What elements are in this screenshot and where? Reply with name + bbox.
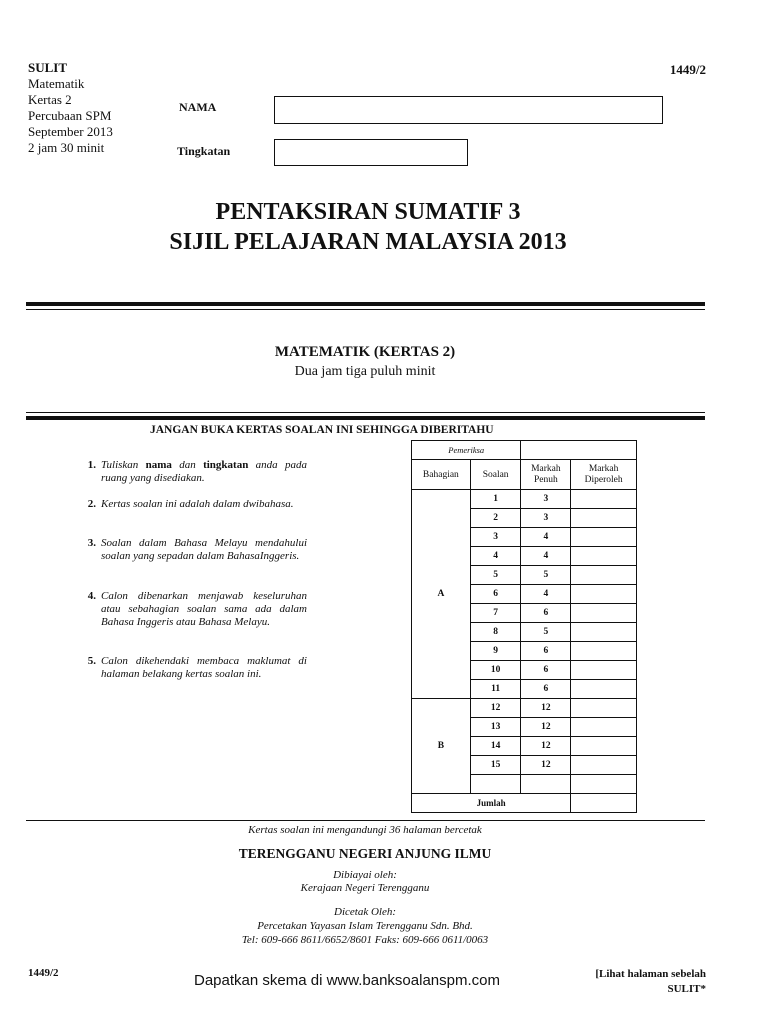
section-b-label: B — [412, 699, 471, 794]
warning-text: JANGAN BUKA KERTAS SOALAN INI SEHINGGA DIBERITAHU — [150, 424, 494, 436]
question-number: 11 — [470, 680, 521, 699]
marks-obtained-cell[interactable] — [571, 490, 637, 509]
marks-obtained-cell[interactable] — [571, 775, 637, 794]
full-marks: 12 — [521, 737, 571, 756]
divider-mid-thin — [26, 412, 705, 413]
marks-obtained-cell[interactable] — [571, 661, 637, 680]
footer-classification: SULIT* — [667, 983, 706, 995]
instruction-number: 3. — [87, 537, 96, 549]
next-page-note: [Lihat halaman sebelah — [595, 968, 706, 980]
divider-top-thin — [26, 309, 705, 310]
subject-duration: Dua jam tiga puluh minit — [294, 364, 436, 379]
date-label: September 2013 — [28, 124, 113, 139]
marks-obtained-cell[interactable] — [571, 585, 637, 604]
title-line-2: SIJIL PELAJARAN MALAYSIA 2013 — [169, 229, 567, 255]
marks-obtained-cell[interactable] — [571, 604, 637, 623]
col-header-section: Bahagian — [412, 460, 471, 490]
instruction-number: 5. — [87, 655, 96, 667]
state-motto: TERENGGANU NEGERI ANJUNG ILMU — [238, 846, 492, 861]
full-marks: 5 — [521, 623, 571, 642]
full-marks: 12 — [521, 699, 571, 718]
examiner-cell — [521, 441, 637, 460]
promo-link[interactable]: Dapatkan skema di www.banksoalanspm.com — [194, 972, 500, 989]
instruction-item: Soalan dalam Bahasa Melayu mendahului soalan yang sepadan dalam BahasaInggeris. — [101, 537, 307, 562]
marks-obtained-cell[interactable] — [571, 642, 637, 661]
full-marks: 4 — [521, 528, 571, 547]
question-number: 8 — [470, 623, 521, 642]
paper-label: Kertas 2 — [28, 92, 72, 107]
contact-info: Tel: 609-666 8611/6652/8601 Faks: 609-666 0611/0063 — [241, 934, 489, 946]
full-marks: 6 — [521, 661, 571, 680]
empty-cell — [470, 775, 521, 794]
question-number: 1 — [470, 490, 521, 509]
full-marks: 4 — [521, 585, 571, 604]
footer-paper-code: 1449/2 — [28, 967, 59, 979]
question-number: 5 — [470, 566, 521, 585]
empty-cell — [521, 775, 571, 794]
examiner-header: Pemeriksa — [412, 441, 521, 460]
question-number: 6 — [470, 585, 521, 604]
full-marks: 6 — [521, 642, 571, 661]
marks-obtained-cell[interactable] — [571, 547, 637, 566]
subject-heading: MATEMATIK (KERTAS 2) — [274, 344, 456, 360]
question-number: 7 — [470, 604, 521, 623]
full-marks: 6 — [521, 604, 571, 623]
divider-top — [26, 302, 705, 306]
form-field[interactable] — [274, 139, 468, 166]
marks-obtained-cell[interactable] — [571, 756, 637, 775]
paper-code: 1449/2 — [669, 62, 706, 77]
col-header-marks-obtained: Markah Diperoleh — [571, 460, 637, 490]
funded-label: Dibiayai oleh: — [333, 869, 397, 881]
question-number: 3 — [470, 528, 521, 547]
marks-obtained-cell[interactable] — [571, 699, 637, 718]
instruction-item: Kertas soalan ini adalah dalam dwibahasa. — [101, 498, 294, 510]
question-number: 10 — [470, 661, 521, 680]
question-number: 12 — [470, 699, 521, 718]
question-number: 2 — [470, 509, 521, 528]
title-line-1: PENTAKSIRAN SUMATIF 3 — [215, 199, 521, 225]
full-marks: 3 — [521, 490, 571, 509]
full-marks: 12 — [521, 718, 571, 737]
question-number: 4 — [470, 547, 521, 566]
page-count-note: Kertas soalan ini mengandungi 36 halaman bercetak — [248, 824, 482, 836]
question-number: 13 — [470, 718, 521, 737]
printed-label: Dicetak Oleh: — [334, 906, 396, 918]
instruction-number: 1. — [87, 459, 96, 471]
question-number: 15 — [470, 756, 521, 775]
instruction-number: 2. — [87, 498, 96, 510]
instruction-item: Tuliskan nama dan tingkatan anda pada ruang yang disediakan. — [101, 459, 307, 484]
marks-obtained-cell[interactable] — [571, 509, 637, 528]
exam-label: Percubaan SPM — [28, 108, 112, 123]
total-cell[interactable] — [571, 794, 637, 813]
form-label: Tingkatan — [177, 144, 231, 158]
section-a-label: A — [412, 490, 471, 699]
subject-label: Matematik — [28, 76, 85, 91]
footer-right — [595, 967, 706, 997]
question-number: 9 — [470, 642, 521, 661]
divider-mid — [26, 416, 705, 420]
full-marks: 3 — [521, 509, 571, 528]
name-label: NAMA — [179, 100, 217, 114]
full-marks: 12 — [521, 756, 571, 775]
classification-label: SULIT — [28, 60, 68, 75]
full-marks: 6 — [521, 680, 571, 699]
marks-table — [411, 440, 637, 813]
col-header-full-marks: Markah Penuh — [521, 460, 571, 490]
funded-by: Kerajaan Negeri Terengganu — [300, 882, 430, 894]
full-marks: 4 — [521, 547, 571, 566]
divider-bottom — [26, 820, 705, 821]
full-marks: 5 — [521, 566, 571, 585]
marks-obtained-cell[interactable] — [571, 566, 637, 585]
marks-obtained-cell[interactable] — [571, 737, 637, 756]
instruction-item: Calon dibenarkan menjawab keseluruhan atau sebahagian soalan sama ada dalam Bahasa Inggeris atau Bahasa Melayu. — [101, 590, 307, 628]
marks-obtained-cell[interactable] — [571, 528, 637, 547]
marks-obtained-cell[interactable] — [571, 623, 637, 642]
col-header-question: Soalan — [470, 460, 521, 490]
instruction-item: Calon dikehendaki membaca maklumat di halaman belakang kertas soalan ini. — [101, 655, 307, 680]
paper-info — [28, 60, 113, 156]
printed-by: Percetakan Yayasan Islam Terengganu Sdn. Bhd. — [257, 920, 473, 932]
marks-obtained-cell[interactable] — [571, 680, 637, 699]
marks-obtained-cell[interactable] — [571, 718, 637, 737]
name-field[interactable] — [274, 96, 663, 124]
duration-label: 2 jam 30 minit — [28, 140, 105, 155]
instruction-number: 4. — [87, 590, 96, 602]
question-number: 14 — [470, 737, 521, 756]
total-label: Jumlah — [412, 794, 571, 813]
